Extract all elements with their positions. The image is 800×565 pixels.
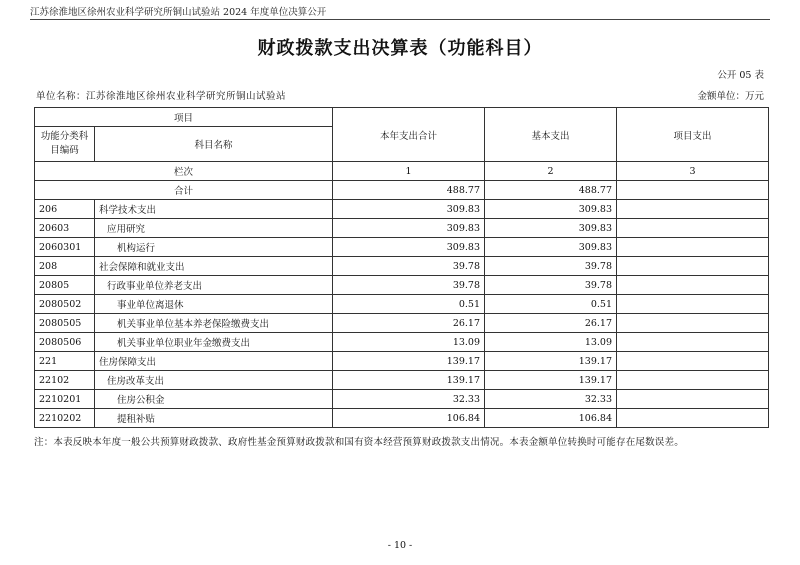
row-code: 208 (35, 257, 95, 276)
table-row (35, 295, 769, 314)
row-total: 309.83 (333, 219, 485, 238)
table-row (35, 352, 769, 371)
row-code: 2060301 (35, 238, 95, 257)
row-basic: 106.84 (485, 409, 617, 428)
row-name: 社会保障和就业支出 (95, 257, 333, 276)
row-code: 221 (35, 352, 95, 371)
row-project (617, 219, 769, 238)
row-name: 应用研究 (95, 219, 333, 238)
row-total: 309.83 (333, 200, 485, 219)
row-basic: 139.17 (485, 371, 617, 390)
total-basic: 488.77 (485, 181, 617, 200)
table-row (35, 200, 769, 219)
header-project-expenditure: 项目支出 (617, 108, 769, 162)
row-basic: 139.17 (485, 352, 617, 371)
row-total: 139.17 (333, 371, 485, 390)
row-total: 26.17 (333, 314, 485, 333)
row-code: 2210202 (35, 409, 95, 428)
row-basic: 32.33 (485, 390, 617, 409)
row-name: 机关事业单位基本养老保险缴费支出 (95, 314, 333, 333)
row-code: 20603 (35, 219, 95, 238)
header-basic: 基本支出 (485, 108, 617, 162)
row-name: 行政事业单位养老支出 (95, 276, 333, 295)
page-number: - 10 - (387, 540, 413, 551)
row-total: 0.51 (333, 295, 485, 314)
table-row (35, 219, 769, 238)
row-total: 106.84 (333, 409, 485, 428)
row-basic: 39.78 (485, 276, 617, 295)
table-row (35, 276, 769, 295)
row-project (617, 333, 769, 352)
header-total: 本年支出合计 (333, 108, 485, 162)
row-project (617, 295, 769, 314)
row-code: 2080505 (35, 314, 95, 333)
table-row (35, 409, 769, 428)
row-basic: 0.51 (485, 295, 617, 314)
row-code: 2080506 (35, 333, 95, 352)
row-project (617, 257, 769, 276)
row-total: 139.17 (333, 352, 485, 371)
row-name: 住房公积金 (95, 390, 333, 409)
page-title: 财政拨款支出决算表（功能科目） (257, 38, 543, 59)
row-code: 22102 (35, 371, 95, 390)
unit-name: 单位名称：江苏徐淮地区徐州农业科学研究所铜山试验站 (36, 91, 287, 102)
row-name: 提租补贴 (95, 409, 333, 428)
row-name: 机关事业单位职业年金缴费支出 (95, 333, 333, 352)
table-row (35, 371, 769, 390)
row-project (617, 200, 769, 219)
footnote: 注：本表反映本年度一般公共预算财政拨款、政府性基金预算财政拨款和国有资本经营预算财政拨款支出情况。本表金额单位转换时可能存在尾数误差。 (34, 437, 684, 448)
row-basic: 13.09 (485, 333, 617, 352)
row-code: 20805 (35, 276, 95, 295)
col-num-1: 1 (333, 162, 485, 181)
row-project (617, 390, 769, 409)
row-name: 科学技术支出 (95, 200, 333, 219)
table-row (35, 390, 769, 409)
row-basic: 26.17 (485, 314, 617, 333)
row-total: 39.78 (333, 257, 485, 276)
row-total: 309.83 (333, 238, 485, 257)
total-amount: 488.77 (333, 181, 485, 200)
header-project: 项目 (35, 108, 333, 127)
total-label: 合计 (35, 181, 333, 200)
table-row (35, 333, 769, 352)
row-name: 住房保障支出 (95, 352, 333, 371)
row-project (617, 352, 769, 371)
row-code: 206 (35, 200, 95, 219)
row-code: 2210201 (35, 390, 95, 409)
row-basic: 309.83 (485, 200, 617, 219)
row-code: 2080502 (35, 295, 95, 314)
header-subject-name: 科目名称 (95, 127, 333, 162)
table-code: 公开 05 表 (717, 70, 764, 81)
row-total: 13.09 (333, 333, 485, 352)
row-basic: 309.83 (485, 238, 617, 257)
row-name: 住房改革支出 (95, 371, 333, 390)
col-num-2: 2 (485, 162, 617, 181)
row-basic: 309.83 (485, 219, 617, 238)
money-unit: 金额单位：万元 (697, 91, 764, 102)
header-func-code: 功能分类科目编码 (35, 127, 95, 162)
row-project (617, 238, 769, 257)
row-total: 32.33 (333, 390, 485, 409)
row-name: 机构运行 (95, 238, 333, 257)
document-header: 江苏徐淮地区徐州农业科学研究所铜山试验站 2024 年度单位决算公开 (30, 7, 327, 18)
total-project (617, 181, 769, 200)
row-project (617, 371, 769, 390)
row-project (617, 276, 769, 295)
row-name: 事业单位离退休 (95, 295, 333, 314)
row-total: 39.78 (333, 276, 485, 295)
row-project (617, 314, 769, 333)
table-row (35, 238, 769, 257)
header-divider (30, 19, 770, 20)
total-row (35, 181, 769, 200)
table-row (35, 257, 769, 276)
expenditure-table (34, 107, 769, 428)
header-col-index: 栏次 (35, 162, 333, 181)
row-project (617, 409, 769, 428)
table-row (35, 314, 769, 333)
row-basic: 39.78 (485, 257, 617, 276)
col-num-3: 3 (617, 162, 769, 181)
